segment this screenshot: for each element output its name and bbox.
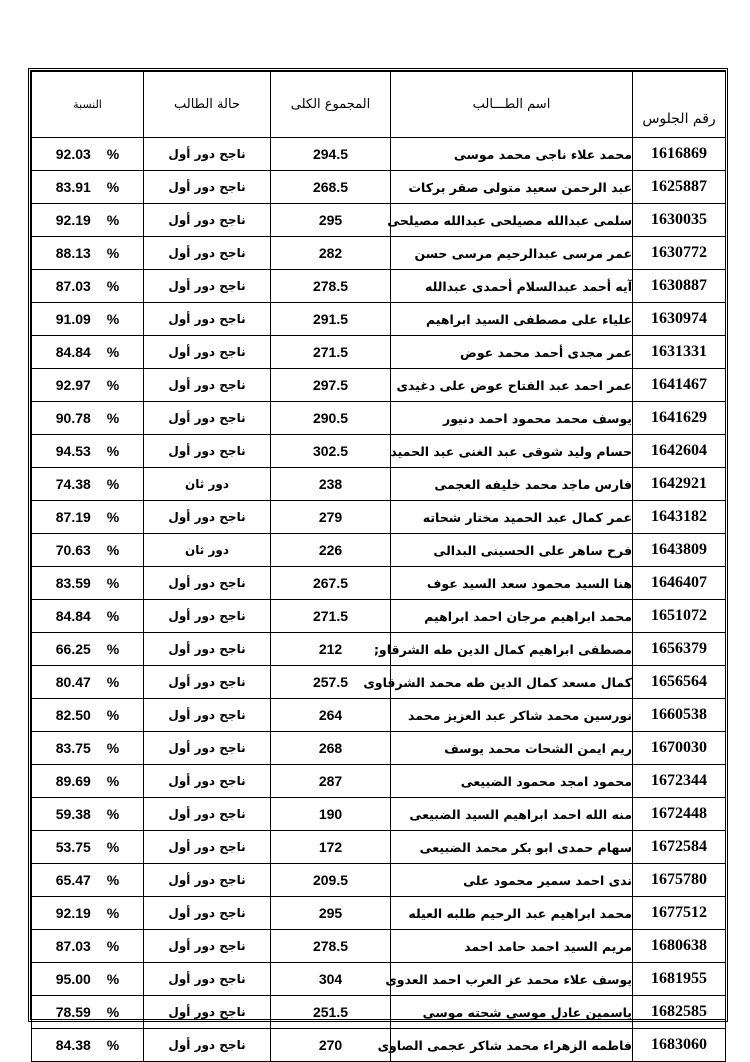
student-name-cell: عمر مجدى أحمد محمد عوض (391, 336, 633, 369)
table-row (32, 699, 726, 732)
total-cell: 278.5 (271, 930, 391, 963)
table-row (32, 666, 726, 699)
seat-number-cell: 1642921 (633, 468, 726, 501)
status-cell: ناجح دور أول (144, 600, 271, 633)
status-cell: ناجح دور أول (144, 864, 271, 897)
table-row (32, 831, 726, 864)
percent-value: 87.03 (55, 278, 91, 294)
total-cell: 257.5 (271, 666, 391, 699)
percent-cell (32, 963, 144, 996)
percent-value: 70.63 (55, 542, 91, 558)
student-name-cell: سهام حمدى ابو بكر محمد الضبيعى (391, 831, 633, 864)
percent-cell (32, 369, 144, 402)
table-row (32, 732, 726, 765)
percent-sign: % (106, 806, 120, 822)
table-row (32, 765, 726, 798)
student-name-cell: محمد ابراهيم مرجان احمد ابراهيم (391, 600, 633, 633)
percent-sign: % (106, 212, 120, 228)
total-cell: 295 (271, 204, 391, 237)
percent-value: 90.78 (55, 410, 91, 426)
student-name-cell: فارس ماجد محمد خليفه العجمى (391, 468, 633, 501)
seat-number-cell: 1660538 (633, 699, 726, 732)
seat-number-cell: 1630035 (633, 204, 726, 237)
status-cell: دور ثان (144, 534, 271, 567)
table-row (32, 303, 726, 336)
seat-number-cell: 1625887 (633, 171, 726, 204)
percent-sign: % (106, 476, 120, 492)
student-name-cell: محمد ابراهيم عبد الرحيم طلبه العيله (391, 897, 633, 930)
student-name-cell: محمود امجد محمود الضبيعى (391, 765, 633, 798)
seat-number-cell: 1651072 (633, 600, 726, 633)
seat-number-cell: 1672344 (633, 765, 726, 798)
student-name-cell: مصطفى ابراهيم كمال الدين طه الشرقاو; (391, 633, 633, 666)
student-name-cell: فاطمه الزهراء محمد شاكر عجمى الصاوى (391, 1029, 633, 1062)
header-seat-number: رقم الجلوس (633, 72, 726, 138)
status-cell: ناجح دور أول (144, 435, 271, 468)
seat-number-cell: 1656564 (633, 666, 726, 699)
total-cell: 226 (271, 534, 391, 567)
table-row (32, 435, 726, 468)
percent-sign: % (106, 971, 120, 987)
percent-sign: % (106, 872, 120, 888)
percent-sign: % (106, 311, 120, 327)
total-cell: 278.5 (271, 270, 391, 303)
percent-value: 78.59 (55, 1004, 91, 1020)
status-cell: ناجح دور أول (144, 732, 271, 765)
table-row (32, 237, 726, 270)
total-cell: 264 (271, 699, 391, 732)
percent-sign: % (106, 773, 120, 789)
percent-cell (32, 897, 144, 930)
status-cell: ناجح دور أول (144, 765, 271, 798)
percent-cell (32, 633, 144, 666)
student-name-cell: نورسين محمد شاكر عبد العزيز محمد (391, 699, 633, 732)
status-cell: ناجح دور أول (144, 138, 271, 171)
status-cell: ناجح دور أول (144, 567, 271, 600)
seat-number-cell: 1656379 (633, 633, 726, 666)
student-name-cell: يوسف علاء محمد عز العرب احمد العدوى (391, 963, 633, 996)
table-row (32, 468, 726, 501)
total-cell: 268.5 (271, 171, 391, 204)
seat-number-cell: 1672448 (633, 798, 726, 831)
seat-number-cell: 1643182 (633, 501, 726, 534)
table-row (32, 567, 726, 600)
percent-cell (32, 303, 144, 336)
percent-sign: % (106, 575, 120, 591)
table-row (32, 204, 726, 237)
table-row (32, 798, 726, 831)
seat-number-cell: 1630772 (633, 237, 726, 270)
table-row (32, 897, 726, 930)
seat-number-cell: 1682585 (633, 996, 726, 1029)
percent-sign: % (106, 1004, 120, 1020)
percent-value: 59.38 (55, 806, 91, 822)
total-cell: 302.5 (271, 435, 391, 468)
total-cell: 304 (271, 963, 391, 996)
status-cell: ناجح دور أول (144, 402, 271, 435)
percent-cell (32, 699, 144, 732)
percent-value: 88.13 (55, 245, 91, 261)
percent-cell (32, 765, 144, 798)
table-row (32, 930, 726, 963)
total-cell: 282 (271, 237, 391, 270)
seat-number-cell: 1630887 (633, 270, 726, 303)
total-cell: 251.5 (271, 996, 391, 1029)
table-row (32, 138, 726, 171)
seat-number-cell: 1646407 (633, 567, 726, 600)
total-cell: 291.5 (271, 303, 391, 336)
status-cell: ناجح دور أول (144, 930, 271, 963)
percent-value: 92.19 (55, 212, 91, 228)
student-name-cell: مريم السيد احمد حامد احمد (391, 930, 633, 963)
student-name-cell: هنا السيد محمود سعد السيد عوف (391, 567, 633, 600)
percent-cell (32, 798, 144, 831)
percent-value: 80.47 (55, 674, 91, 690)
student-name-cell: منه الله احمد ابراهيم السيد الضبيعى (391, 798, 633, 831)
status-cell: ناجح دور أول (144, 369, 271, 402)
seat-number-cell: 1680638 (633, 930, 726, 963)
student-name-cell: عمر مرسى عبدالرحيم مرسى حسن (391, 237, 633, 270)
percent-sign: % (106, 608, 120, 624)
total-cell: 294.5 (271, 138, 391, 171)
percent-cell (32, 336, 144, 369)
status-cell: ناجح دور أول (144, 1029, 271, 1062)
student-name-cell: علياء على مصطفى السيد ابراهيم (391, 303, 633, 336)
status-cell: ناجح دور أول (144, 171, 271, 204)
status-cell: ناجح دور أول (144, 699, 271, 732)
table-row (32, 1029, 726, 1062)
percent-value: 87.03 (55, 938, 91, 954)
total-cell: 209.5 (271, 864, 391, 897)
seat-number-cell: 1681955 (633, 963, 726, 996)
header-percent: النسبة (32, 72, 144, 138)
percent-sign: % (106, 542, 120, 558)
percent-cell (32, 864, 144, 897)
table-row (32, 501, 726, 534)
total-cell: 270 (271, 1029, 391, 1062)
total-cell: 271.5 (271, 600, 391, 633)
percent-sign: % (106, 410, 120, 426)
percent-sign: % (106, 707, 120, 723)
percent-value: 92.03 (55, 146, 91, 162)
percent-value: 89.69 (55, 773, 91, 789)
percent-cell (32, 270, 144, 303)
percent-value: 92.19 (55, 905, 91, 921)
student-name-cell: ندى احمد سمير محمود على (391, 864, 633, 897)
percent-sign: % (106, 674, 120, 690)
percent-cell (32, 600, 144, 633)
percent-value: 84.84 (55, 608, 91, 624)
percent-value: 83.75 (55, 740, 91, 756)
total-cell: 295 (271, 897, 391, 930)
total-cell: 172 (271, 831, 391, 864)
status-cell: ناجح دور أول (144, 666, 271, 699)
percent-cell (32, 138, 144, 171)
percent-value: 74.38 (55, 476, 91, 492)
total-cell: 279 (271, 501, 391, 534)
total-cell: 267.5 (271, 567, 391, 600)
percent-cell (32, 831, 144, 864)
table-row (32, 171, 726, 204)
seat-number-cell: 1643809 (633, 534, 726, 567)
table-header-row (32, 72, 726, 138)
percent-value: 84.84 (55, 344, 91, 360)
status-cell: ناجح دور أول (144, 897, 271, 930)
percent-sign: % (106, 344, 120, 360)
table-row (32, 864, 726, 897)
seat-number-cell: 1683060 (633, 1029, 726, 1062)
student-name-cell: حسام وليد شوقى عبد الغنى عبد الحميد (391, 435, 633, 468)
percent-value: 92.97 (55, 377, 91, 393)
total-cell: 212 (271, 633, 391, 666)
table-row (32, 633, 726, 666)
percent-sign: % (106, 443, 120, 459)
percent-sign: % (106, 509, 120, 525)
percent-cell (32, 666, 144, 699)
status-cell: دور ثان (144, 468, 271, 501)
student-name-cell: ريم ايمن الشحات محمد يوسف (391, 732, 633, 765)
header-status: حالة الطالب (144, 72, 271, 138)
percent-cell (32, 237, 144, 270)
seat-number-cell: 1631331 (633, 336, 726, 369)
percent-cell (32, 567, 144, 600)
status-cell: ناجح دور أول (144, 963, 271, 996)
percent-sign: % (106, 377, 120, 393)
status-cell: ناجح دور أول (144, 204, 271, 237)
total-cell: 238 (271, 468, 391, 501)
percent-sign: % (106, 740, 120, 756)
percent-value: 95.00 (55, 971, 91, 987)
percent-sign: % (106, 146, 120, 162)
percent-cell (32, 171, 144, 204)
percent-value: 82.50 (55, 707, 91, 723)
status-cell: ناجح دور أول (144, 798, 271, 831)
total-cell: 297.5 (271, 369, 391, 402)
table-row (32, 270, 726, 303)
percent-cell (32, 732, 144, 765)
percent-cell (32, 996, 144, 1029)
total-cell: 287 (271, 765, 391, 798)
seat-number-cell: 1616869 (633, 138, 726, 171)
table-row (32, 336, 726, 369)
table-row (32, 963, 726, 996)
percent-sign: % (106, 938, 120, 954)
status-cell: ناجح دور أول (144, 237, 271, 270)
results-table-body (32, 138, 726, 1062)
percent-sign: % (106, 839, 120, 855)
status-cell: ناجح دور أول (144, 996, 271, 1029)
student-name-cell: يوسف محمد محمود احمد دنيور (391, 402, 633, 435)
seat-number-cell: 1641629 (633, 402, 726, 435)
percent-value: 83.59 (55, 575, 91, 591)
percent-cell (32, 435, 144, 468)
percent-value: 65.47 (55, 872, 91, 888)
percent-sign: % (106, 179, 120, 195)
table-row (32, 996, 726, 1029)
header-total: المجموع الكلى (271, 72, 391, 138)
percent-sign: % (106, 641, 120, 657)
percent-cell (32, 402, 144, 435)
student-name-cell: عمر احمد عبد الفتاح عوض على دغيدى (391, 369, 633, 402)
header-name: اسم الطـــالب (391, 72, 633, 138)
percent-value: 66.25 (55, 641, 91, 657)
seat-number-cell: 1630974 (633, 303, 726, 336)
percent-cell (32, 930, 144, 963)
status-cell: ناجح دور أول (144, 336, 271, 369)
seat-number-cell: 1642604 (633, 435, 726, 468)
seat-number-cell: 1641467 (633, 369, 726, 402)
percent-value: 53.75 (55, 839, 91, 855)
percent-cell (32, 501, 144, 534)
status-cell: ناجح دور أول (144, 831, 271, 864)
percent-sign: % (106, 245, 120, 261)
student-name-cell: ياسمين عادل موسى شحته موسى (391, 996, 633, 1029)
status-cell: ناجح دور أول (144, 270, 271, 303)
seat-number-cell: 1675780 (633, 864, 726, 897)
percent-sign: % (106, 278, 120, 294)
percent-cell (32, 1029, 144, 1062)
percent-cell (32, 468, 144, 501)
table-row (32, 369, 726, 402)
student-name-cell: عمر كمال عبد الحميد مختار شحاته (391, 501, 633, 534)
student-name-cell: محمد علاء ناجى محمد موسى (391, 138, 633, 171)
table-row (32, 534, 726, 567)
percent-value: 83.91 (55, 179, 91, 195)
table-row (32, 402, 726, 435)
percent-cell (32, 204, 144, 237)
percent-sign: % (106, 1037, 120, 1053)
student-name-cell: سلمى عبدالله مصيلحى عبدالله مصيلحى (391, 204, 633, 237)
percent-value: 87.19 (55, 509, 91, 525)
student-name-cell: عبد الرحمن سعيد متولى صقر بركات (391, 171, 633, 204)
total-cell: 268 (271, 732, 391, 765)
percent-value: 94.53 (55, 443, 91, 459)
results-table-frame (28, 68, 728, 1053)
seat-number-cell: 1670030 (633, 732, 726, 765)
total-cell: 190 (271, 798, 391, 831)
percent-value: 91.09 (55, 311, 91, 327)
status-cell: ناجح دور أول (144, 501, 271, 534)
seat-number-cell: 1672584 (633, 831, 726, 864)
results-table (31, 71, 726, 1062)
student-name-cell: كمال مسعد كمال الدين طه محمد الشرقاوى (391, 666, 633, 699)
seat-number-cell: 1677512 (633, 897, 726, 930)
table-row (32, 600, 726, 633)
total-cell: 271.5 (271, 336, 391, 369)
status-cell: ناجح دور أول (144, 633, 271, 666)
status-cell: ناجح دور أول (144, 303, 271, 336)
total-cell: 290.5 (271, 402, 391, 435)
percent-sign: % (106, 905, 120, 921)
percent-value: 84.38 (55, 1037, 91, 1053)
student-name-cell: آيه أحمد عبدالسلام أحمدى عبدالله (391, 270, 633, 303)
student-name-cell: فرح ساهر على الحسينى البدالى (391, 534, 633, 567)
percent-cell (32, 534, 144, 567)
